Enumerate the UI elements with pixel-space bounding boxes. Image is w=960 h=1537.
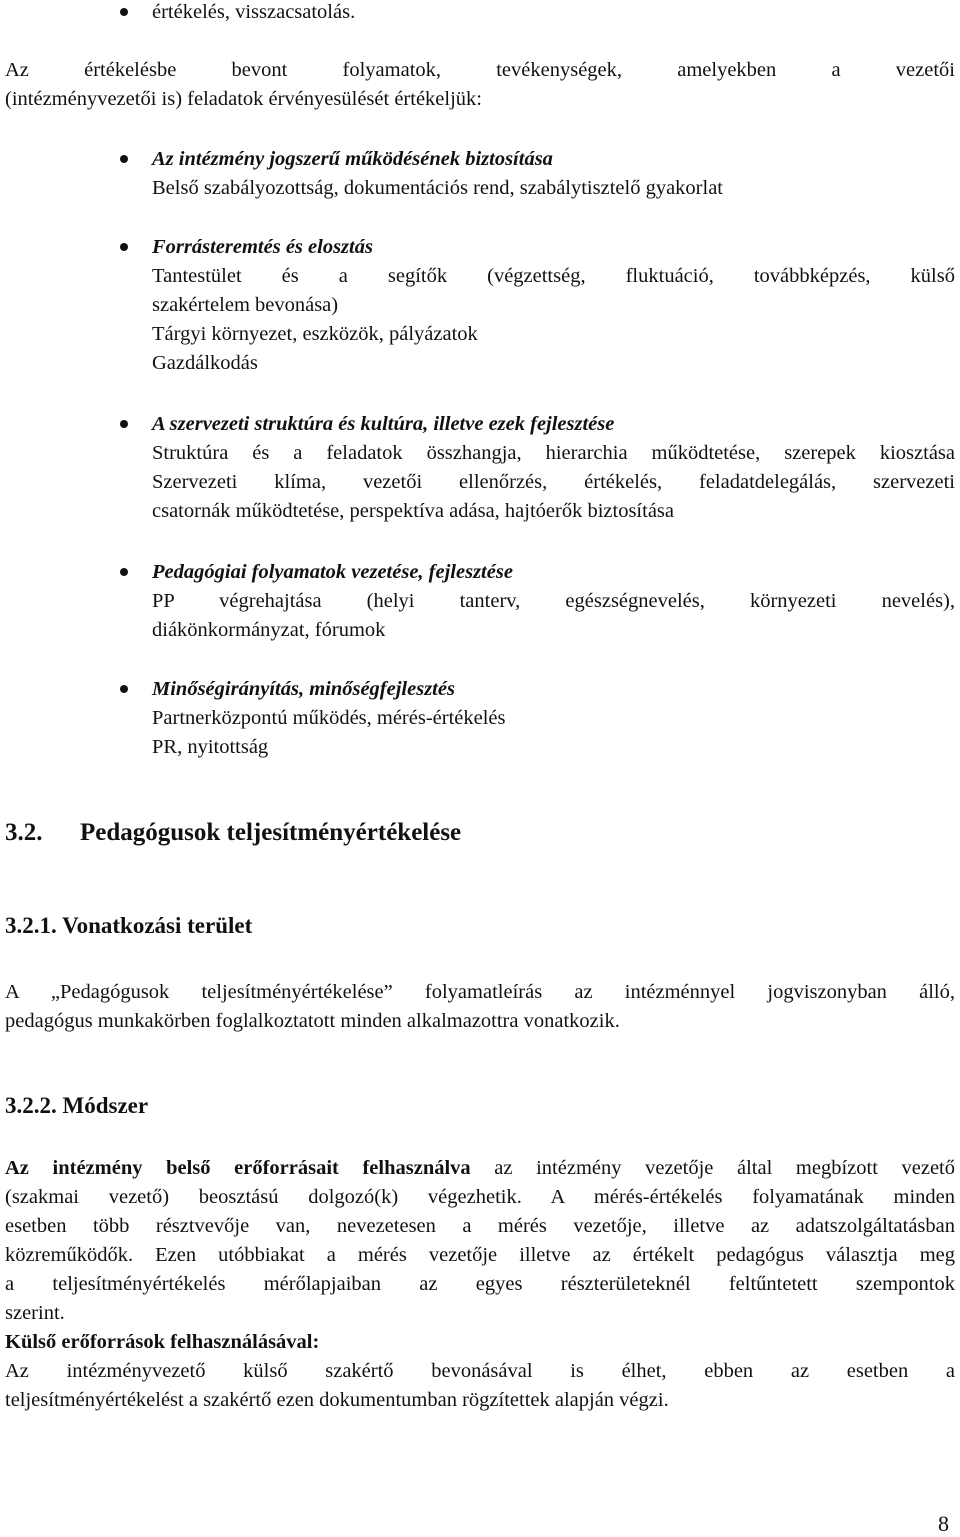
area-line: Tárgyi környezet, eszközök, pályázatok — [152, 323, 478, 345]
intro-line-2: (intézményvezetői is) feladatok érvényesülését értékeljük: — [5, 88, 482, 110]
intro-line-1: Az értékelésbe bevont folyamatok, tevékenységek, amelyekben a vezetői — [5, 59, 955, 81]
sub2-line: teljesítményértékelést a szakértő ezen dokumentumban rögzítettek alapján végzi. — [5, 1389, 669, 1411]
area-line: PR, nyitottság — [152, 736, 269, 758]
sub2-bold-heading: Külső erőforrások felhasználásával: — [5, 1331, 320, 1353]
area-justified-block — [152, 264, 955, 288]
bullet-dot — [120, 8, 128, 16]
area-title: A szervezeti struktúra és kultúra, illetve ezek fejlesztése — [152, 413, 615, 435]
area-line: Szervezeti klíma, vezetői ellenőrzés, értékelés, feladatdelegálás, szervezeti — [152, 471, 955, 493]
area-title: Minőségirányítás, minőségfejlesztés — [152, 678, 455, 700]
sub2-line: Az intézményvezető külső szakértő bevonásával is élhet, ebben az esetben a — [5, 1360, 955, 1382]
bullet-dot — [120, 243, 128, 251]
area-justified-block — [152, 589, 955, 613]
area-title: Az intézmény jogszerű működésének biztosítása — [152, 148, 553, 170]
area-line: diákönkormányzat, fórumok — [152, 619, 386, 641]
sub2-line: (szakmai vezető) beosztású dolgozó(k) végezhetik. A mérés-értékelés folyamatának minden — [5, 1186, 955, 1208]
subsection-heading: 3.2.2. Módszer — [5, 1093, 149, 1118]
section-title: Pedagógusok teljesítményértékelése — [80, 819, 462, 846]
section-number: 3.2. — [5, 819, 43, 846]
area-title: Forrásteremtés és elosztás — [152, 236, 373, 258]
sub1-paragraph — [5, 980, 955, 1033]
bullet-dot — [120, 685, 128, 693]
sub2-first-line — [5, 1156, 955, 1180]
bullet-dot — [120, 420, 128, 428]
bullet-dot — [120, 568, 128, 576]
area-line: Tantestület és a segítők (végzettség, fluktuáció, továbbképzés, külső — [152, 265, 955, 287]
top-bullet-text: értékelés, visszacsatolás. — [152, 1, 356, 23]
subsection-heading: 3.2.1. Vonatkozási terület — [5, 913, 253, 938]
area-line: Gazdálkodás — [152, 352, 258, 374]
area-line: csatornák működtetése, perspektíva adása, hajtóerők biztosítása — [152, 500, 674, 522]
bold-lead: Az intézmény belső erőforrásait felhasználva — [5, 1157, 471, 1179]
bullet-dot — [120, 155, 128, 163]
lead-rest: az intézmény vezetője által megbízott vezető — [470, 1157, 955, 1179]
sub1-line: A „Pedagógusok teljesítményértékelése” folyamatleírás az intézménnyel jogviszonyban álló, — [5, 981, 955, 1003]
area-line: Struktúra és a feladatok összhangja, hierarchia működtetése, szerepek kiosztása — [152, 442, 955, 464]
sub2-line: szerint. — [5, 1302, 65, 1324]
area-line: szakértelem bevonása) — [152, 294, 339, 316]
area-line: PP végrehajtása (helyi tanterv, egészségnevelés, környezeti nevelés), — [152, 590, 955, 612]
area-line: Partnerközpontú működés, mérés-értékelés — [152, 707, 506, 729]
area-justified-block — [152, 441, 955, 494]
sub2-line: esetben több résztvevője van, nevezetesen a mérés vezetője, illetve az adatszolgáltatásban — [5, 1215, 955, 1237]
intro-paragraph — [5, 58, 955, 108]
sub1-line: pedagógus munkakörben foglalkoztatott minden alkalmazottra vonatkozik. — [5, 1010, 620, 1032]
area-line: Belső szabályozottság, dokumentációs rend, szabálytisztelő gyakorlat — [152, 177, 723, 199]
sub2-line: közreműködők. Ezen utóbbiakat a mérés vezetője illetve az értékelt pedagógus választja meg — [5, 1244, 955, 1266]
page-number: 8 — [938, 1511, 949, 1536]
area-title: Pedagógiai folyamatok vezetése, fejlesztése — [152, 561, 513, 583]
sub2-paragraph-1 — [5, 1156, 955, 1324]
sub2-line: a teljesítményértékelés mérőlapjaiban az egyes részterületeknél feltűntetett szempontok — [5, 1273, 955, 1295]
sub2-paragraph-2 — [5, 1359, 955, 1412]
